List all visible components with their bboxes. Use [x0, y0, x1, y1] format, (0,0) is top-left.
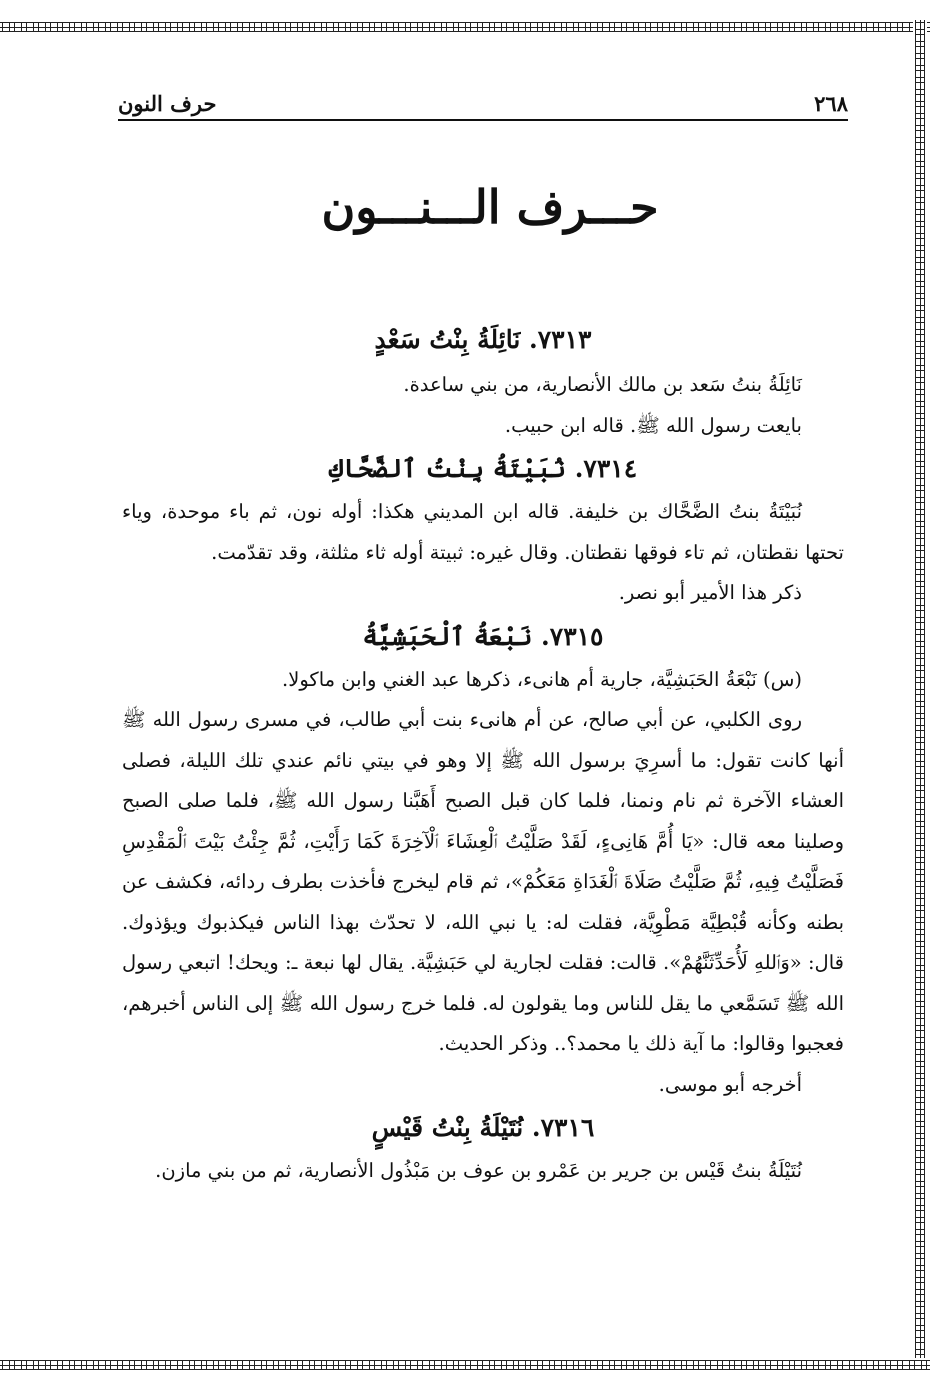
decorative-border-right: [913, 20, 927, 1372]
entry-7313: [122, 315, 844, 446]
entry-paragraph: نَائِلَةُ بنتُ سَعد بن مالك الأنصارية، من بني ساعدة.: [403, 373, 802, 396]
entry-paragraph: ذكر هذا الأمير أبو نصر.: [618, 581, 802, 604]
entry-paragraph: نُتَيْلَةُ بنتُ قَيْس بن جرير بن عَمْرو بن عوف بن مَبْذُول الأنصارية، ثم من بني مازن.: [155, 1159, 802, 1182]
running-title: حرف النون: [118, 91, 217, 116]
entry-title: ٧٣١٦. نُتَيْلَةُ بِنْتُ قَيْسٍ: [371, 1113, 595, 1142]
entry-title: ٧٣١٥. نَبْعَةُ ٱلْحَبَشِيَّةُ: [362, 621, 604, 651]
entry-paragraph: أخرجه أبو موسى.: [658, 1072, 802, 1096]
entry-paragraph: (س) نَبْعَةُ الحَبَشِيَّة، جارية أم هانىء، ذكرها عبد الغني وابن ماكولا.: [282, 667, 802, 691]
entry-paragraph: بايعت رسول الله ﷺ. قاله ابن حبيب.: [504, 413, 802, 437]
entry-paragraph: نُبَيْتَةُ بنتُ الضَّحَّاك بن خليفة. قاله ابن المديني هكذا: أوله نون، ثم باء موحدة، وياء تحتها نقطتان، ثم تاء فوقها نقطتان. وقال غيره: ثبيتة أوله ثاء مثلثة، وقد تقدّمت.: [122, 500, 844, 564]
chapter-title: حـــرف الـــنـــون: [321, 180, 659, 234]
entry-paragraph: روى الكلبي، عن أبي صالح، عن أم هانىء بنت أبي طالب، في مسرى رسول الله ﷺ أنها كانت تقول: ما أسرِيَ برسول الله ﷺ إلا وهو في بيتي نائم عندي تلك الليلة، فصلى العشاء الآخرة ثم نام ونمنا، فلما كان قبل الصبح أَهَبَّنا رسول الله ﷺ، فلما صلى الصبح وصلينا معه قال: «يَا أُمَّ هَانِىءٍ، لَقَدْ صَلَّيْتُ ٱلْعِشَاءَ ٱلْآخِرَةَ كَمَا رَأَيْتِ، ثُمَّ جِئْتُ بَيْتَ ٱلْمَقْدِسِ فَصَلَّيْتُ فِيهِ، ثُمَّ صَلَّيْتُ صَلَاةَ ٱلْغَدَاةِ مَعَكُمْ»، ثم قام ليخرج فأخذت بطرف ردائه، فكشف عن بطنه وكأنه قُبْطِيَّة مَطْوِيَّة، فقلت له: يا نبي الله، لا تحدّث بهذا الناس فيكذبوك ويؤذوك. قال: «وَٱللهِ لَأُحَدِّثَنَّهُمْ». قالت: فقلت لجارية لي حَبَشِيَّة. يقال لها نبعة ـ: ويحك! اتبعي رسول الله ﷺ تَسَمَّعي ما يقل للناس وما يقولون له. فلما خرج رسول الله ﷺ إلى الناس أخبرهم، فعجبوا وقالوا: ما آية ذلك يا محمد؟.. وذكر الحديث.: [122, 708, 844, 1055]
page-content: [122, 315, 844, 1192]
entry-7314: [122, 446, 844, 614]
entry-7315: [122, 614, 844, 1106]
entry-title: ٧٣١٤. نُبَيْتَةُ بِنْتُ ٱلضَّحَّاكِ: [328, 454, 638, 483]
entry-7316: [122, 1105, 844, 1192]
header-rule: [118, 119, 848, 121]
decorative-border-bottom: [0, 1358, 930, 1372]
decorative-border-top: [0, 20, 930, 34]
entry-title: ٧٣١٣. نَائِلَةُ بِنْتُ سَعْدٍ: [374, 325, 592, 354]
page-header: [118, 86, 848, 116]
page-number: ٢٦٨: [814, 91, 848, 116]
